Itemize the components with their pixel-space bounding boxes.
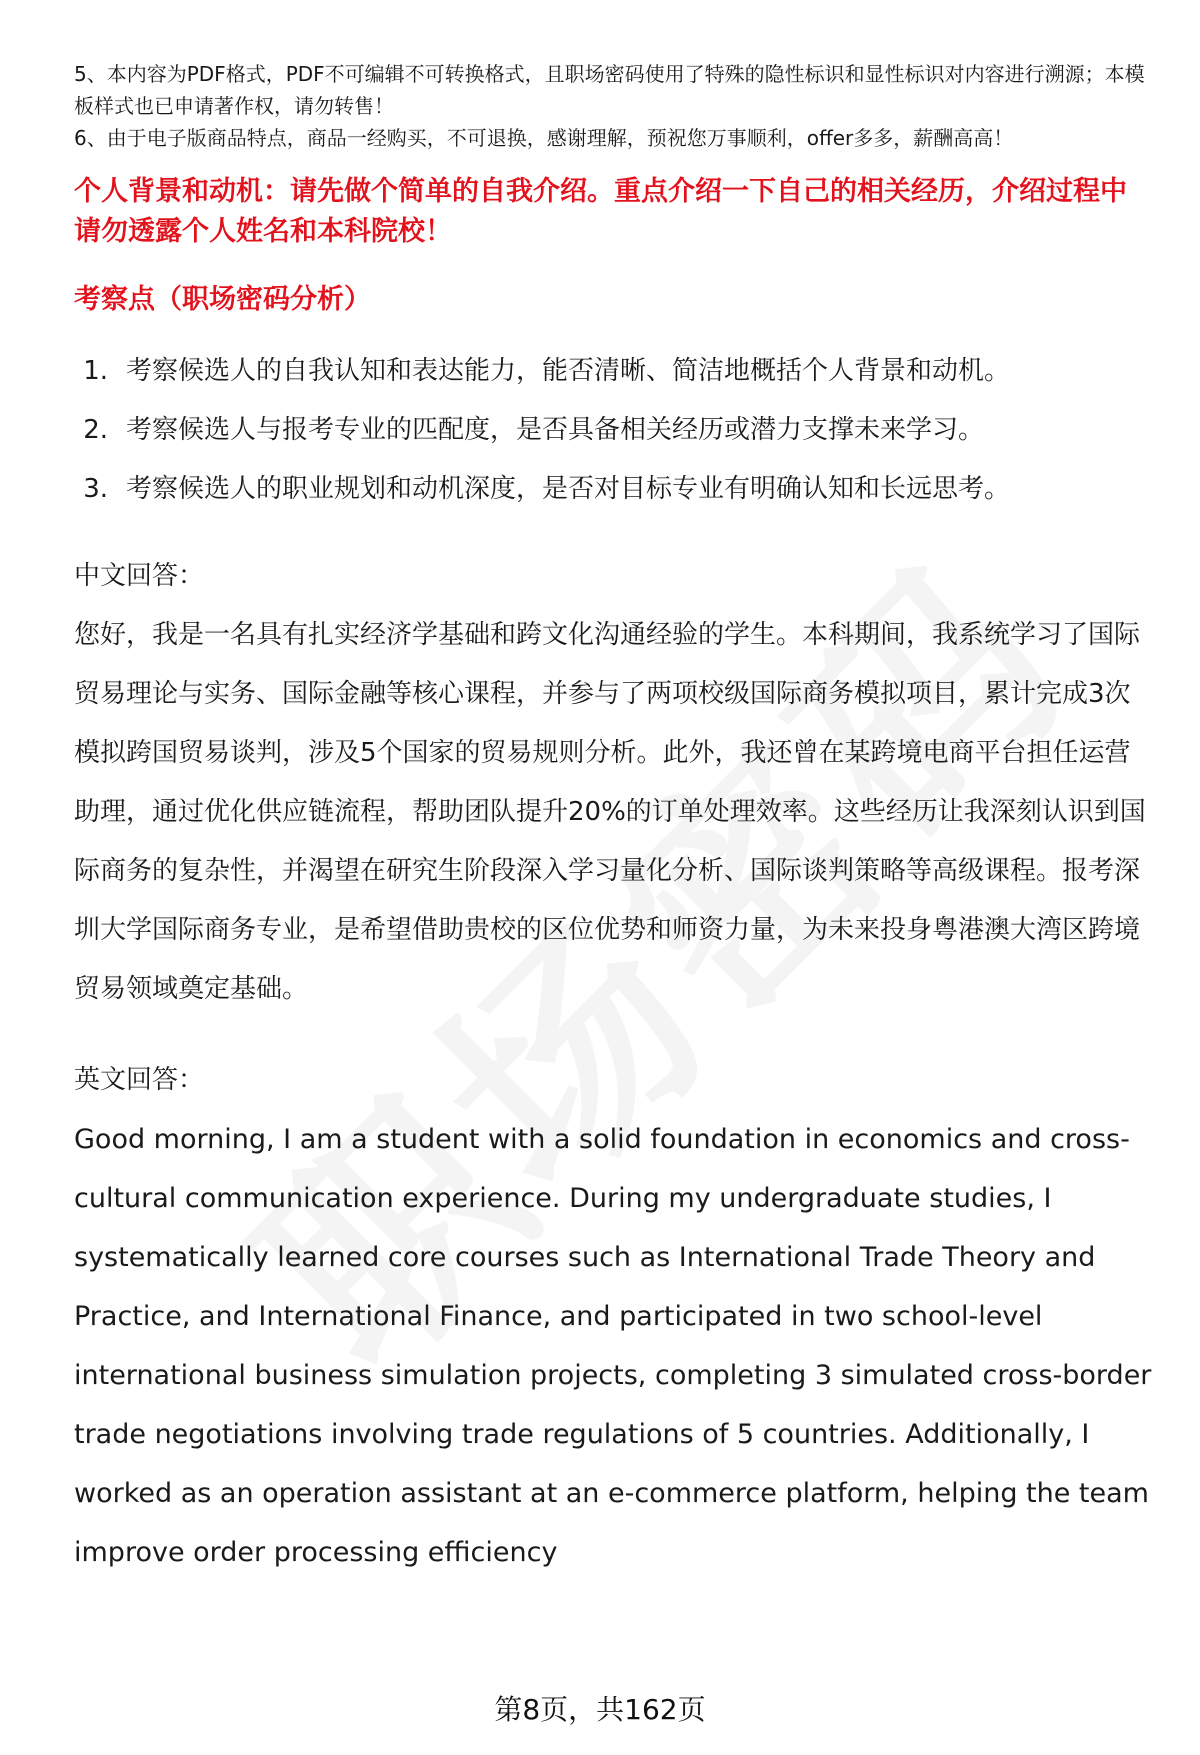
point-text: 考察候选人的自我认知和表达能力，能否清晰、简洁地概括个人背景和动机。 (126, 356, 1011, 386)
point-text: 考察候选人的职业规划和动机深度，是否对目标专业有明确认知和长远思考。 (126, 474, 1011, 504)
point-number: 3. (83, 474, 108, 504)
note-item-5: 5、本内容为PDF格式，PDF不可编辑不可转换格式，且职场密码使用了特殊的隐性标识和显性标识对内容进行溯源；本模板样式也已申请著作权，请勿转售！ (74, 62, 1145, 118)
page-number: 第8页，共162页 (494, 1693, 706, 1726)
point-text: 考察候选人与报考专业的匹配度，是否具备相关经历或潜力支撑未来学习。 (126, 415, 985, 445)
assessment-point (74, 460, 1152, 519)
english-answer-label: 英文回答： (74, 1065, 205, 1095)
assessment-point (74, 342, 1152, 401)
chinese-answer-text: 您好，我是一名具有扎实经济学基础和跨文化沟通经验的学生。本科期间，我系统学习了国际贸易理论与实务、国际金融等核心课程，并参与了两项校级国际商务模拟项目，累计完成3次模拟跨国贸易谈判，涉及5个国家的贸易规则分析。此外，我还曾在某跨境电商平台担任运营助理，通过优化供应链流程，帮助团队提升20%的订单处理效率。这些经历让我深刻认识到国际商务的复杂性，并渴望在研究生阶段深入学习量化分析、国际谈判策略等高级课程。报考深圳大学国际商务专业，是希望借助贵校的区位优势和师资力量，为未来投身粤港澳大湾区跨境贸易领域奠定基础。 (74, 620, 1146, 1004)
point-number: 1. (83, 356, 108, 386)
chinese-answer-label: 中文回答： (74, 561, 205, 591)
point-number: 2. (83, 415, 108, 445)
assessment-points-list (74, 342, 1152, 519)
assessment-point (74, 401, 1152, 460)
assessment-title: 考察点（职场密码分析） (74, 284, 371, 315)
note-item-6: 6、由于电子版商品特点，商品一经购买，不可退换，感谢理解，预祝您万事顺利，offer多多，薪酬高高！ (74, 126, 1014, 150)
document-page (74, 58, 1152, 1582)
english-answer-text: Good morning, I am a student with a solid foundation in economics and cross-cultural communication experience. During my undergraduate studies, I systematically learned core courses such as International Trade Theory and Practice, and International Finance, and participated in two school-level international business simulation projects, completing 3 simulated cross-border trade negotiations involving trade regulations of 5 countries. Additionally, I worked as an operation assistant at an e-commerce platform, helping the team improve order processing efficiency (74, 1124, 1152, 1568)
notes-section (74, 58, 1152, 154)
question-heading: 个人背景和动机：请先做个简单的自我介绍。重点介绍一下自己的相关经历，介绍过程中请勿透露个人姓名和本科院校！ (74, 176, 1127, 247)
